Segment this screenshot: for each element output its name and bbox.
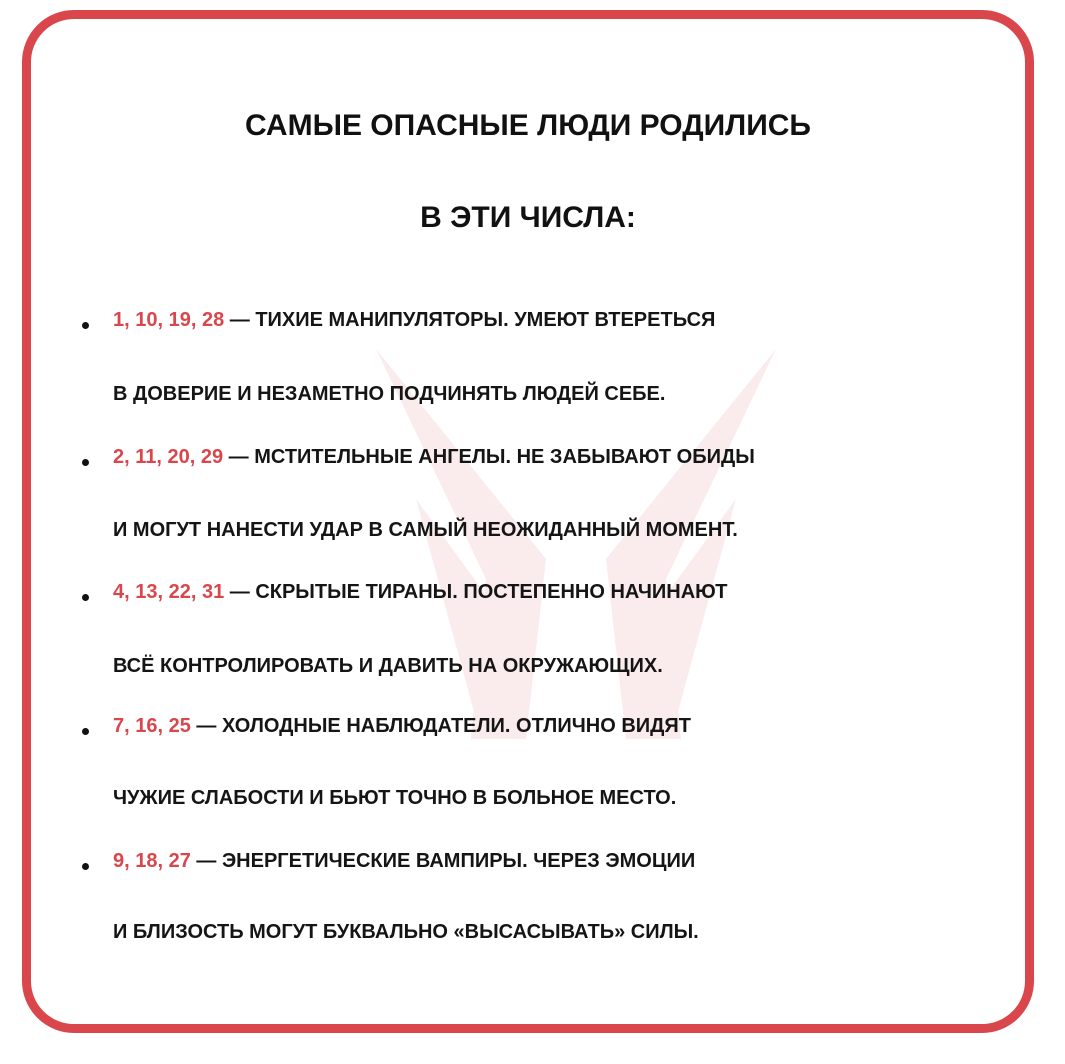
item-numbers: 9, 18, 27 [113,850,191,872]
item-description: — ТИХИЕ МАНИПУЛЯТОРЫ. УМЕЮТ ВТЕРЕТЬСЯ [224,309,716,331]
item-description: — ХОЛОДНЫЕ НАБЛЮДАТЕЛИ. ОТЛИЧНО ВИДЯТ [190,715,691,737]
item-numbers: 2, 11, 20, 29 [113,446,224,468]
item-line-2: В ДОВЕРИЕ И НЕЗАМЕТНО ПОДЧИНЯТЬ ЛЮДЕЙ СЕБЕ. [113,383,666,405]
item-description: — МСТИТЕЛЬНЫЕ АНГЕЛЫ. НЕ ЗАБЫВАЮТ ОБИДЫ [223,446,755,468]
item-line-2: ВСЁ КОНТРОЛИРОВАТЬ И ДАВИТЬ НА ОКРУЖАЮЩИХ. [113,655,663,677]
item-line-1 [113,309,715,332]
item-line-2: ЧУЖИЕ СЛАБОСТИ И БЬЮТ ТОЧНО В БОЛЬНОЕ МЕСТО. [113,787,677,809]
item-line-1 [113,715,691,738]
item-line-2: И БЛИЗОСТЬ МОГУТ БУКВАЛЬНО «ВЫСАСЫВАТЬ» СИЛЫ. [113,921,699,943]
item-description: — СКРЫТЫЕ ТИРАНЫ. ПОСТЕПЕННО НАЧИНАЮТ [224,581,728,603]
item-numbers: 1, 10, 19, 28 [113,309,225,331]
item-line-1 [113,581,728,604]
bullet-dot [82,459,89,466]
bullet-dot [82,863,89,870]
bullet-dot [82,728,89,735]
item-line-2: И МОГУТ НАНЕСТИ УДАР В САМЫЙ НЕОЖИДАННЫЙ МОМЕНТ. [113,519,738,541]
item-line-1 [113,850,695,873]
title-line-2: В ЭТИ ЧИСЛА: [420,201,636,234]
bullet-dot [82,322,89,329]
item-description: — ЭНЕРГЕТИЧЕСКИЕ ВАМПИРЫ. ЧЕРЕЗ ЭМОЦИИ [190,850,696,872]
item-numbers: 7, 16, 25 [113,715,191,737]
item-numbers: 4, 13, 22, 31 [113,581,225,603]
title-line-1: САМЫЕ ОПАСНЫЕ ЛЮДИ РОДИЛИСЬ [245,109,811,142]
content-card [22,10,1034,1033]
bullet-dot [82,594,89,601]
angular-emblem-icon [376,349,776,739]
item-line-1 [113,446,755,469]
